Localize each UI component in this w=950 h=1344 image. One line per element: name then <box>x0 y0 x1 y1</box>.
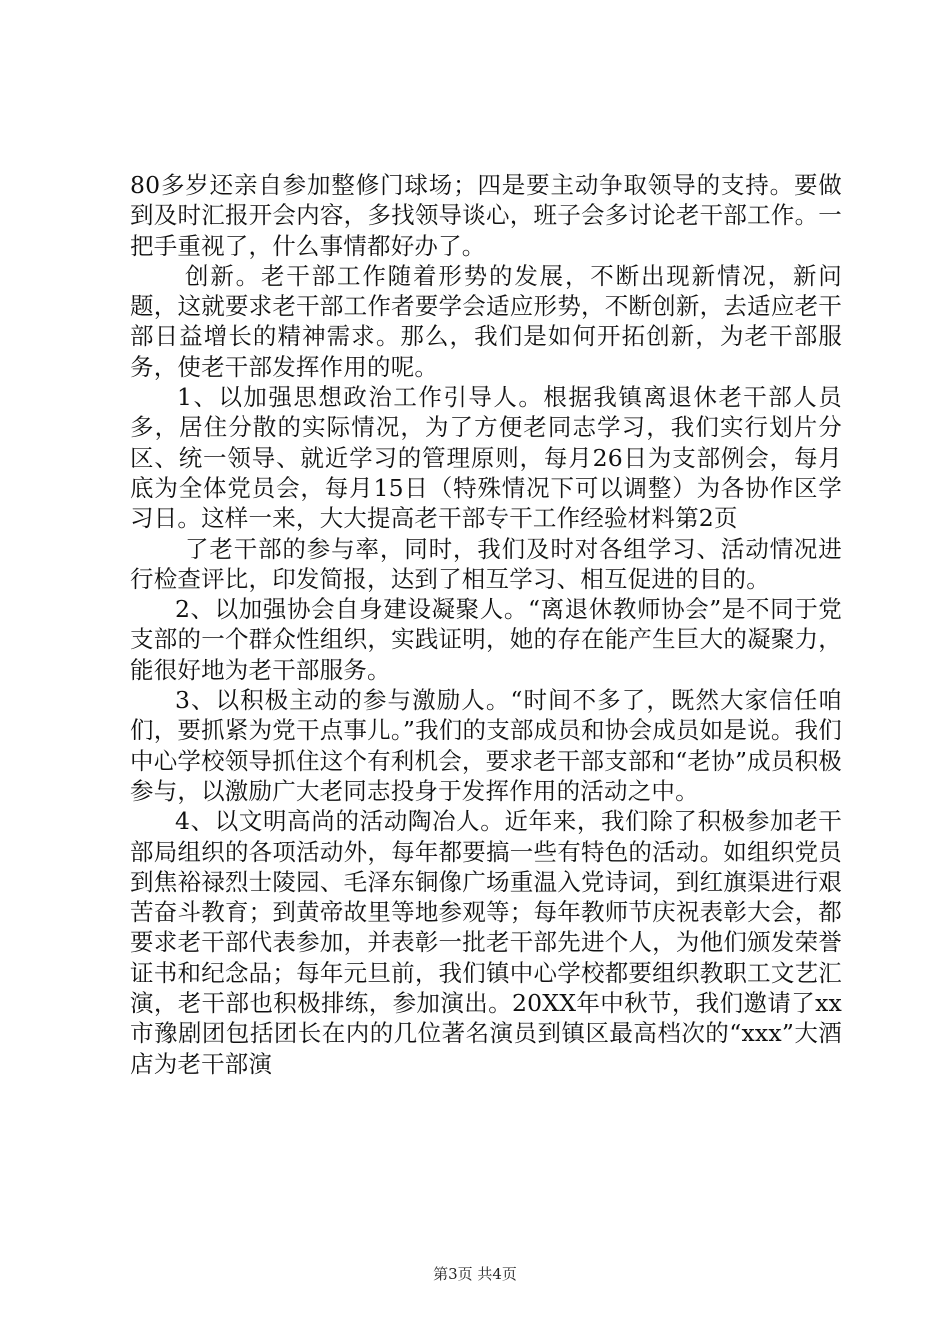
page-footer: 第3页 共4页 <box>433 1265 517 1283</box>
paragraph-item-1-continued: 了老干部的参与率，同时，我们及时对各组学习、活动情况进行检查评比，印发简报，达到了相互学习、相互促进的目的。 <box>130 534 842 593</box>
paragraph-item-4: 4、以文明高尚的活动陶冶人。近年来，我们除了积极参加老干部局组织的各项活动外，每年都要搞一些有特色的活动。如组织党员到焦裕禄烈士陵园、毛泽东铜像广场重温入党诗词，到红旗渠进行艰苦奋斗教育；到黄帝故里等地参观等；每年教师节庆祝表彰大会，都要求老干部代表参加，并表彰一批老干部先进个人，为他们颁发荣誉证书和纪念品；每年元旦前，我们镇中心学校都要组织教职工文艺汇演，老干部也积极排练，参加演出。20XX年中秋节，我们邀请了xx市豫剧团包括团长在内的几位著名演员到镇区最高档次的“xxx”大酒店为老干部演 <box>130 807 842 1078</box>
paragraph-item-3: 3、以积极主动的参与激励人。“时间不多了，既然大家信任咱们，要抓紧为党干点事儿。”我们的支部成员和协会成员如是说。我们中心学校领导抓住这个有利机会，要求老干部支部和“老协”成员积极参与，以激励广大老同志投身于发挥作用的活动之中。 <box>130 686 842 805</box>
paragraph-item-1: 1、以加强思想政治工作引导人。根据我镇离退休老干部人员多，居住分散的实际情况，为了方便老同志学习，我们实行划片分区、统一领导、就近学习的管理原则，每月26日为支部例会，每月底为全体党员会，每月15日（特殊情况下可以调整）为各协作区学习日。这样一来，大大提高老干部专干工作经验材料第2页 <box>130 383 842 533</box>
paragraph-innovation: 创新。老干部工作随着形势的发展，不断出现新情况，新问题，这就要求老干部工作者要学会适应形势，不断创新，去适应老干部日益增长的精神需求。那么，我们是如何开拓创新，为老干部服务，使老干部发挥作用的呢。 <box>130 261 842 381</box>
paragraph-item-2: 2、以加强协会自身建设凝聚人。“离退休教师协会”是不同于党支部的一个群众性组织，实践证明，她的存在能产生巨大的凝聚力，能很好地为老干部服务。 <box>130 595 842 684</box>
document-body <box>130 170 842 1079</box>
paragraph-support-leaders: 80多岁还亲自参加整修门球场；四是要主动争取领导的支持。要做到及时汇报开会内容，多找领导谈心，班子会多讨论老干部工作。一把手重视了，什么事情都好办了。 <box>130 171 842 260</box>
